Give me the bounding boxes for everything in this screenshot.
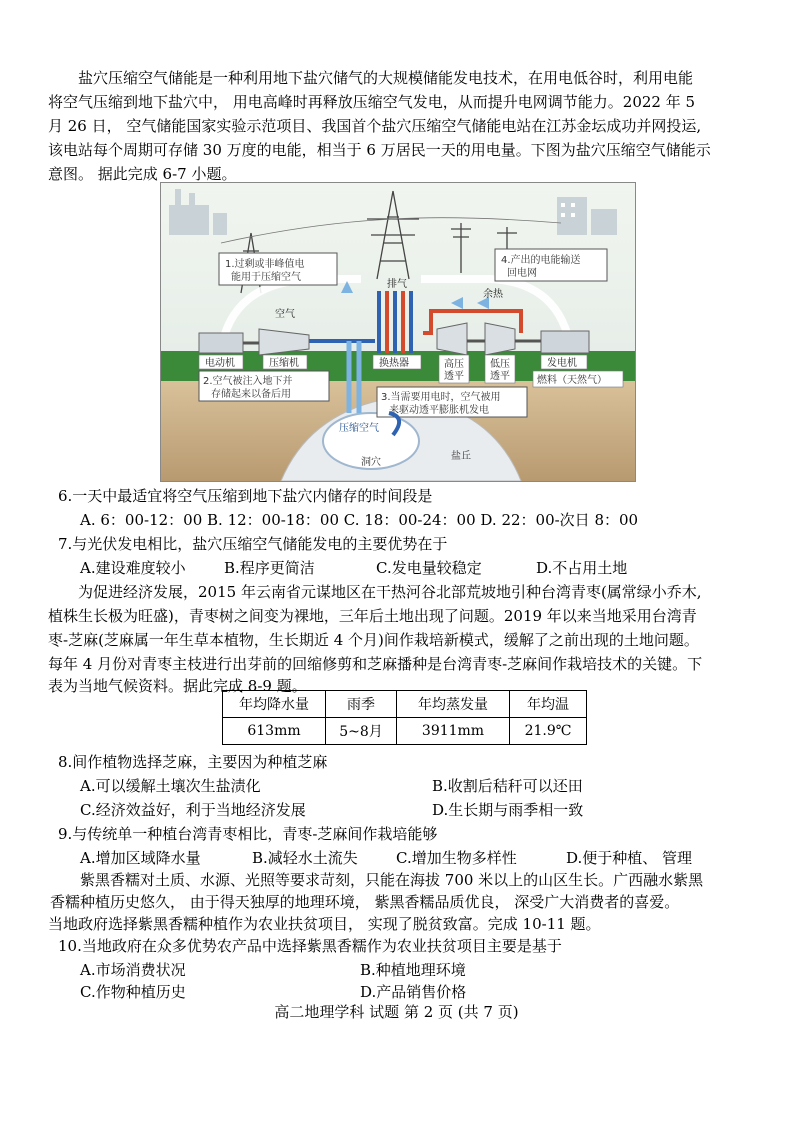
box4-line-a: 4.产出的电能输送 [501, 255, 581, 266]
table-header: 雨季 [326, 691, 397, 718]
intro-line-4: 该电站每个周期可存储 30 万度的电能，相当于 6 万居民一天的用电量。下图为盐穴压缩空气储能示 [48, 141, 711, 159]
q10-option-c: C.作物种植历史 [80, 983, 186, 1001]
generator-icon [541, 331, 589, 353]
passage3-line-3: 当地政府选择紫黑香糯种植作为农业扶贫项目， 实现了脱贫致富。完成 10-11 题。 [48, 915, 601, 933]
box3-line-a: 3.当需要用电时，空气被用 [381, 392, 501, 403]
q9-stem: 9.与传统单一种植台湾青枣相比，青枣-芝麻间作栽培能够 [58, 825, 438, 843]
q10-stem: 10.当地政府在众多优势农产品中选择紫黑香糯作为农业扶贫项目主要是基于 [58, 937, 562, 955]
label-salt-dome: 盐丘 [451, 451, 471, 462]
label-lp-a: 低压 [490, 359, 510, 370]
passage3-line-1: 紫黑香糯对土质、水源、光照等要求苛刻，只能在海拔 700 米以上的山区生长。广西融水紫黑 [80, 871, 704, 889]
table-header-row [223, 691, 587, 718]
passage2-line-3: 枣-芝麻(芝麻属一年生草本植物，生长期近 4 个月)间作栽培新模式，缓解了之前出现的土地问题。 [48, 631, 699, 649]
label-waste-heat: 余热 [483, 289, 503, 300]
passage2-line-4: 每年 4 月份对青枣主枝进行出芽前的回缩修剪和芝麻播种是台湾青枣-芝麻间作栽培技术的关键。下 [48, 655, 703, 673]
intro-line-1: 盐穴压缩空气储能是一种利用地下盐穴储气的大规模储能发电技术，在用电低谷时，利用电能 [78, 69, 694, 87]
box1-line-b: 能用于压缩空气 [231, 272, 301, 283]
page-footer: 高二地理学科 试题 第 2 页 (共 7 页) [274, 1003, 519, 1021]
intro-line-3: 月 26 日， 空气储能国家实验示范项目、我国首个盐穴压缩空气储能电站在江苏金坛成功并网投运, [48, 117, 702, 135]
q7-option-b: B.程序更简洁 [224, 559, 315, 577]
q6-stem: 6.一天中最适宜将空气压缩到地下盐穴内储存的时间段是 [58, 487, 433, 505]
label-compressed-air: 压缩空气 [339, 423, 379, 434]
q10-option-d: D.产品销售价格 [360, 983, 467, 1001]
salt-cavern-diagram [160, 182, 636, 482]
q6-options: A. 6：00-12：00 B. 12：00-18：00 C. 18：00-24：00 D. 22：00-次日 8：00 [80, 511, 639, 529]
box4-line-b: 回电网 [507, 268, 537, 279]
passage2-line-2: 植株生长极为旺盛)，青枣树之间变为裸地，三年后土地出现了问题。2019 年以来当地采用台湾青 [48, 607, 697, 625]
label-lp-b: 透平 [490, 371, 510, 382]
intro-line-2: 将空气压缩到地下盐穴中， 用电高峰时再释放压缩空气发电，从而提升电网调节能力。2022 年 5 [48, 93, 696, 111]
label-compressor: 压缩机 [269, 358, 299, 369]
label-motor: 电动机 [205, 358, 235, 369]
q9-option-d: D.便于种植、 管理 [566, 849, 693, 867]
q8-stem: 8.间作植物选择芝麻，主要因为种植芝麻 [58, 753, 328, 771]
q9-option-c: C.增加生物多样性 [396, 849, 517, 867]
table-cell: 5~8月 [326, 718, 397, 745]
label-fuel: 燃料（天然气） [537, 375, 607, 386]
motor-icon [199, 333, 243, 353]
table-cell: 3911mm [397, 718, 510, 745]
label-heat-exchanger: 换热器 [379, 358, 409, 369]
climate-table [222, 690, 587, 745]
passage2-line-5: 表为当地气候资料。据此完成 8-9 题。 [48, 677, 307, 695]
intro-line-5: 意图。 据此完成 6-7 小题。 [48, 165, 237, 183]
table-header: 年均降水量 [223, 691, 326, 718]
q10-option-b: B.种植地理环境 [360, 961, 466, 979]
q8-option-c: C.经济效益好，利于当地经济发展 [80, 801, 306, 819]
q7-option-c: C.发电量较稳定 [376, 559, 482, 577]
q9-option-b: B.减轻水土流失 [252, 849, 358, 867]
q10-option-a: A.市场消费状况 [80, 961, 186, 979]
label-cave: 洞穴 [361, 457, 381, 468]
box3-line-b: 来驱动透平膨胀机发电 [389, 405, 489, 416]
table-header: 年均温 [510, 691, 587, 718]
q7-option-d: D.不占用土地 [536, 559, 628, 577]
q8-option-b: B.收割后秸秆可以还田 [432, 777, 583, 795]
q7-stem: 7.与光伏发电相比，盐穴压缩空气储能发电的主要优势在于 [58, 535, 448, 553]
box2-line-b: 存储起来以备后用 [211, 389, 291, 400]
passage3-line-2: 香糯种植历史悠久， 由于得天独厚的地理环境， 紫黑香糯品质优良， 深受广大消费者的喜爱。 [50, 893, 680, 911]
label-hp-a: 高压 [444, 359, 464, 370]
box2-line-a: 2.空气被注入地下并 [203, 376, 293, 387]
label-generator: 发电机 [547, 358, 577, 369]
q8-option-a: A.可以缓解土壤次生盐渍化 [80, 777, 261, 795]
q9-option-a: A.增加区域降水量 [80, 849, 201, 867]
table-cell: 21.9℃ [510, 718, 587, 745]
box1-line-a: 1.过剩或非峰值电 [225, 259, 305, 270]
label-hp-b: 透平 [444, 371, 464, 382]
q7-option-a: A.建设难度较小 [80, 559, 186, 577]
table-header: 年均蒸发量 [397, 691, 510, 718]
q8-option-d: D.生长期与雨季相一致 [432, 801, 584, 819]
table-cell: 613mm [223, 718, 326, 745]
passage2-line-1: 为促进经济发展，2015 年云南省元谋地区在干热河谷北部荒坡地引种台湾青枣(属常绿小乔木, [78, 583, 702, 601]
label-air: 空气 [275, 309, 295, 320]
table-row [223, 718, 587, 745]
label-exhaust: 排气 [387, 279, 407, 290]
